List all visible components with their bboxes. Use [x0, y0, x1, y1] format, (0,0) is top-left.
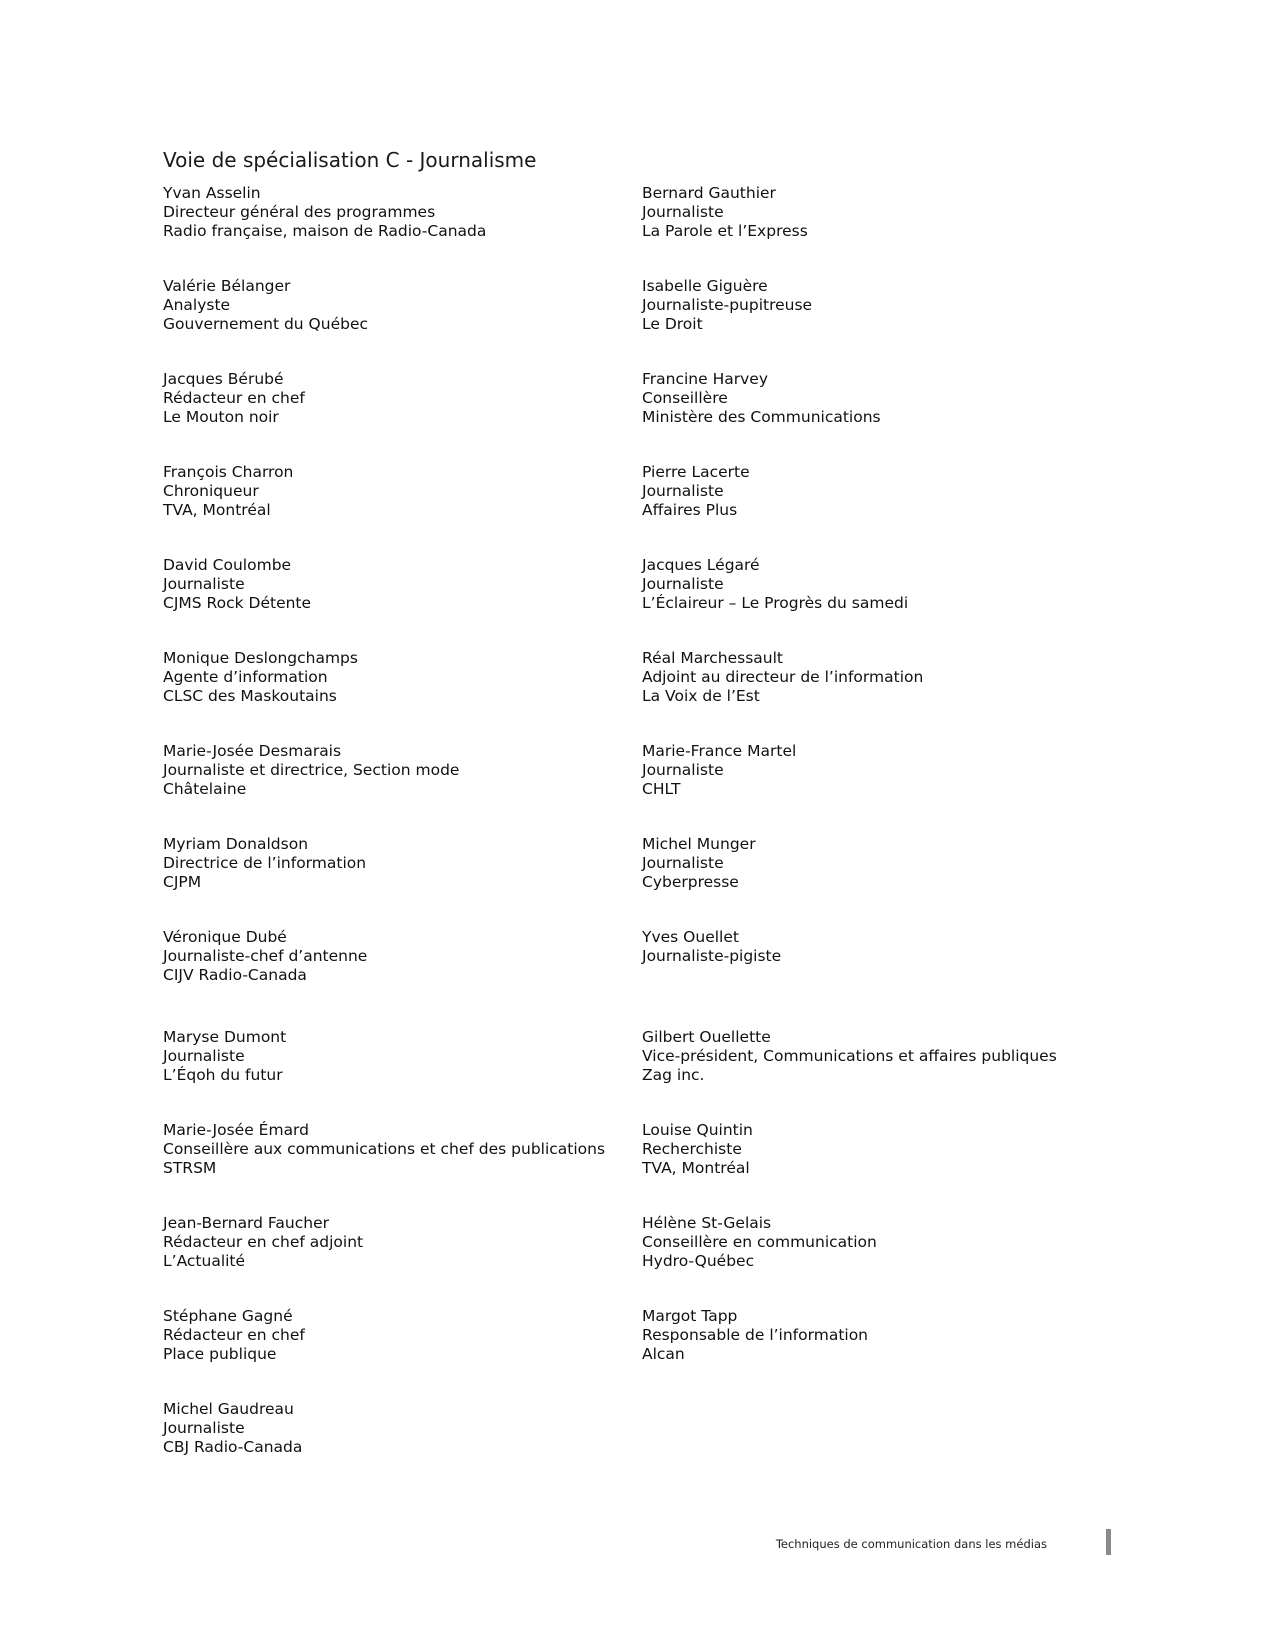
list-item	[163, 835, 366, 892]
person-name: Michel Gaudreau	[163, 1400, 294, 1418]
page-title: Voie de spécialisation C - Journalisme	[163, 148, 537, 172]
person-organization: Zag inc.	[642, 1066, 705, 1084]
person-name: Michel Munger	[642, 835, 756, 853]
person-role: Journaliste	[163, 575, 245, 593]
person-role: Journaliste	[642, 761, 724, 779]
list-item	[163, 463, 293, 520]
list-item	[163, 1400, 302, 1457]
person-organization: Gouvernement du Québec	[163, 315, 368, 333]
person-organization: Place publique	[163, 1345, 277, 1363]
list-item	[642, 1121, 753, 1178]
person-organization: Hydro-Québec	[642, 1252, 755, 1270]
person-organization: L’Éclaireur – Le Progrès du samedi	[642, 594, 909, 612]
person-role: Rédacteur en chef adjoint	[163, 1233, 364, 1251]
person-name: Marie-Josée Desmarais	[163, 742, 342, 760]
list-item	[163, 277, 368, 334]
person-organization: Le Mouton noir	[163, 408, 279, 426]
footer-divider	[1106, 1529, 1111, 1555]
person-role: Analyste	[163, 296, 231, 314]
person-name: Pierre Lacerte	[642, 463, 750, 481]
list-item	[642, 928, 781, 966]
list-item	[642, 184, 808, 241]
person-role: Journaliste	[163, 1047, 245, 1065]
person-name: Louise Quintin	[642, 1121, 753, 1139]
person-name: Isabelle Giguère	[642, 277, 768, 295]
person-organization: Radio française, maison de Radio-Canada	[163, 222, 487, 240]
list-item	[163, 1307, 305, 1364]
person-organization: TVA, Montréal	[642, 1159, 750, 1177]
list-item	[163, 1214, 363, 1271]
person-role: Conseillère en communication	[642, 1233, 877, 1251]
person-organization: Le Droit	[642, 315, 703, 333]
person-organization: CHLT	[642, 780, 681, 798]
person-role: Recherchiste	[642, 1140, 742, 1158]
person-name: Jacques Légaré	[642, 556, 760, 574]
person-organization: CLSC des Maskoutains	[163, 687, 337, 705]
list-item	[163, 184, 486, 241]
person-role: Rédacteur en chef	[163, 389, 305, 407]
person-role: Journaliste-chef d’antenne	[163, 947, 368, 965]
person-role: Chroniqueur	[163, 482, 259, 500]
person-organization: Cyberpresse	[642, 873, 739, 891]
list-item	[642, 835, 756, 892]
list-item	[163, 649, 358, 706]
person-organization: STRSM	[163, 1159, 217, 1177]
person-role: Conseillère	[642, 389, 728, 407]
person-name: Margot Tapp	[642, 1307, 738, 1325]
list-item	[163, 556, 311, 613]
person-role: Responsable de l’information	[642, 1326, 869, 1344]
person-name: Véronique Dubé	[163, 928, 287, 946]
person-role: Journaliste et directrice, Section mode	[163, 761, 460, 779]
person-role: Vice-président, Communications et affaires publiques	[642, 1047, 1057, 1065]
person-organization: Alcan	[642, 1345, 685, 1363]
person-role: Rédacteur en chef	[163, 1326, 305, 1344]
person-name: François Charron	[163, 463, 294, 481]
person-organization: L’Éqoh du futur	[163, 1066, 283, 1084]
footer-title: Techniques de communication dans les médias	[775, 1537, 1047, 1551]
list-item	[642, 1214, 877, 1271]
person-name: Myriam Donaldson	[163, 835, 309, 853]
list-item	[642, 463, 750, 520]
list-item	[642, 1028, 1057, 1085]
person-name: Jacques Bérubé	[163, 370, 284, 388]
person-role: Journaliste	[642, 203, 724, 221]
person-name: Francine Harvey	[642, 370, 769, 388]
person-role: Journaliste	[163, 1419, 245, 1437]
person-name: Monique Deslongchamps	[163, 649, 358, 667]
person-organization: CJMS Rock Détente	[163, 594, 312, 612]
person-role: Directeur général des programmes	[163, 203, 436, 221]
person-role: Adjoint au directeur de l’information	[642, 668, 924, 686]
person-name: Stéphane Gagné	[163, 1307, 293, 1325]
person-name: Réal Marchessault	[642, 649, 783, 667]
person-name: Yves Ouellet	[642, 928, 739, 946]
person-organization: L’Actualité	[163, 1252, 246, 1270]
person-organization: Affaires Plus	[642, 501, 738, 519]
person-organization: La Voix de l’Est	[642, 687, 760, 705]
person-organization: Châtelaine	[163, 780, 247, 798]
person-name: Hélène St-Gelais	[642, 1214, 772, 1232]
person-role: Journaliste-pupitreuse	[642, 296, 813, 314]
list-item	[642, 370, 881, 427]
person-role: Directrice de l’information	[163, 854, 367, 872]
person-name: Gilbert Ouellette	[642, 1028, 771, 1046]
list-item	[163, 742, 459, 799]
list-item	[163, 1028, 286, 1085]
person-organization: La Parole et l’Express	[642, 222, 808, 240]
person-role: Journaliste	[642, 854, 724, 872]
list-item	[163, 370, 305, 427]
person-organization: CBJ Radio-Canada	[163, 1438, 303, 1456]
person-name: Marie-Josée Émard	[163, 1121, 310, 1139]
list-item	[642, 277, 812, 334]
person-name: Marie-France Martel	[642, 742, 797, 760]
person-role: Journaliste	[642, 575, 724, 593]
person-organization: Ministère des Communications	[642, 408, 881, 426]
person-role: Agente d’information	[163, 668, 328, 686]
list-item	[642, 556, 908, 613]
person-organization: CJPM	[163, 873, 202, 891]
person-role: Journaliste-pigiste	[642, 947, 782, 965]
list-item	[642, 649, 923, 706]
person-name: Valérie Bélanger	[163, 277, 291, 295]
person-organization: CIJV Radio-Canada	[163, 966, 307, 984]
person-name: David Coulombe	[163, 556, 292, 574]
list-item	[163, 928, 367, 985]
person-name: Bernard Gauthier	[642, 184, 776, 202]
person-organization: TVA, Montréal	[163, 501, 271, 519]
person-name: Maryse Dumont	[163, 1028, 287, 1046]
person-name: Jean-Bernard Faucher	[163, 1214, 329, 1232]
person-role: Journaliste	[642, 482, 724, 500]
list-item	[642, 742, 796, 799]
list-item	[642, 1307, 868, 1364]
person-role: Conseillère aux communications et chef des publications	[163, 1140, 606, 1158]
person-name: Yvan Asselin	[163, 184, 261, 202]
list-item	[163, 1121, 605, 1178]
